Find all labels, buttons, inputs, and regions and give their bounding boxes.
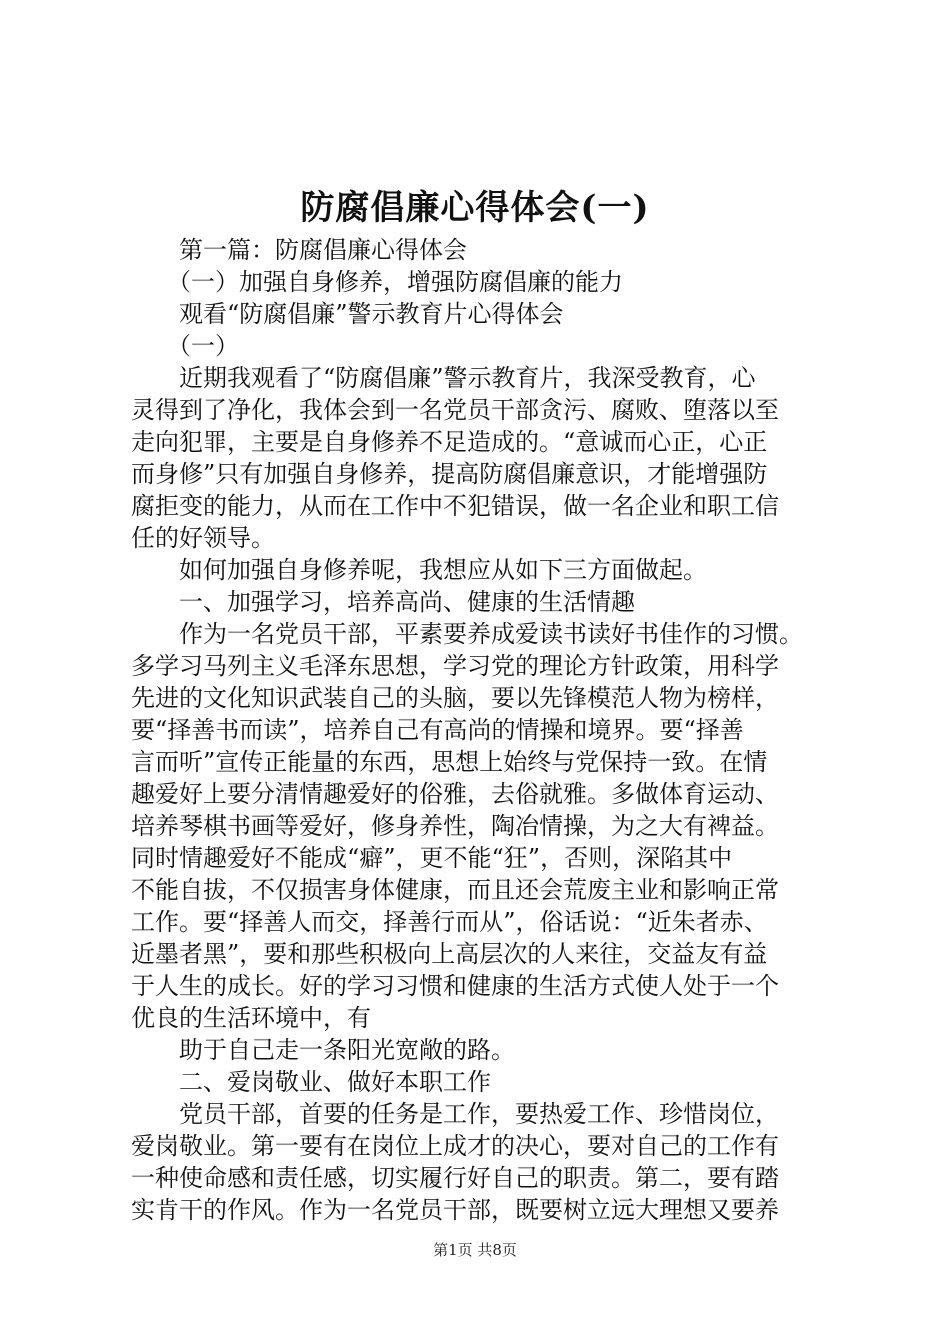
body-line: （一）: [131, 332, 239, 360]
body-line: 优良的生活环境中，有: [131, 1004, 371, 1032]
body-line: 腐拒变的能力，从而在工作中不犯错误，做一名企业和职工信: [131, 492, 779, 520]
body-line: 言而听”宣传正能量的东西，思想上始终与党保持一致。在情: [131, 748, 768, 776]
body-line: 多学习马列主义毛泽东思想，学习党的理论方针政策，用科学: [131, 652, 779, 680]
body-line: 而身修”只有加强自身修养，提高防腐倡廉意识，才能增强防: [131, 460, 768, 488]
page-footer: 第1页 共8页: [433, 1241, 517, 1259]
body-line: 助于自己走一条阳光宽敞的路。: [131, 1036, 515, 1064]
body-line: 走向犯罪，主要是自身修养不足造成的。“意诚而心正，心正: [131, 428, 768, 456]
body-line: 爱岗敬业。第一要有在岗位上成才的决心，要对自己的工作有: [131, 1132, 779, 1160]
body-line: 如何加强自身修养呢，我想应从如下三方面做起。: [131, 556, 707, 584]
body-line: 趣爱好上要分清情趣爱好的俗雅，去俗就雅。多做体育运动、: [131, 780, 779, 808]
body-line: 近期我观看了“防腐倡廉”警示教育片，我深受教育，心: [131, 364, 756, 392]
document-body: [131, 234, 831, 1226]
body-line: 同时情趣爱好不能成“癖”，更不能“狂”，否则，深陷其中: [131, 844, 733, 872]
body-line: 培养琴棋书画等爱好，修身养性，陶冶情操，为之大有裨益。: [131, 812, 779, 840]
body-line: 要“择善书而读”，培养自己有高尚的情操和境界。要“择善: [131, 716, 744, 744]
body-line: 于人生的成长。好的学习习惯和健康的生活方式使人处于一个: [131, 972, 779, 1000]
body-line: 第一篇：防腐倡廉心得体会: [131, 236, 467, 264]
body-line: 近墨者黑”，要和那些积极向上高层次的人来往，交益友有益: [131, 940, 768, 968]
body-line: 作为一名党员干部，平素要养成爱读书读好书佳作的习惯。: [131, 620, 803, 648]
body-line: 先进的文化知识武装自己的头脑，要以先锋模范人物为榜样，: [131, 684, 779, 712]
body-line: 任的好领导。: [131, 524, 275, 552]
body-line: 党员干部，首要的任务是工作，要热爱工作、珍惜岗位，: [131, 1100, 779, 1128]
body-line: 灵得到了净化，我体会到一名党员干部贪污、腐败、堕落以至: [131, 396, 779, 424]
body-line: 不能自拔，不仅损害身体健康，而且还会荒废主业和影响正常: [131, 876, 779, 904]
body-line: 实肯干的作风。作为一名党员干部，既要树立远大理想又要养: [131, 1196, 779, 1224]
page-title: 防腐倡廉心得体会(一): [300, 188, 650, 228]
body-line: 一种使命感和责任感，切实履行好自己的职责。第二，要有踏: [131, 1164, 779, 1192]
body-line: 二、爱岗敬业、做好本职工作: [131, 1068, 491, 1096]
body-line: （一）加强自身修养，增强防腐倡廉的能力: [131, 268, 623, 296]
body-line: 一、加强学习，培养高尚、健康的生活情趣: [131, 588, 635, 616]
body-line: 观看“防腐倡廉”警示教育片心得体会: [131, 300, 564, 328]
body-line: 工作。要“择善人而交，择善行而从”，俗话说：“近朱者赤、: [131, 908, 768, 936]
